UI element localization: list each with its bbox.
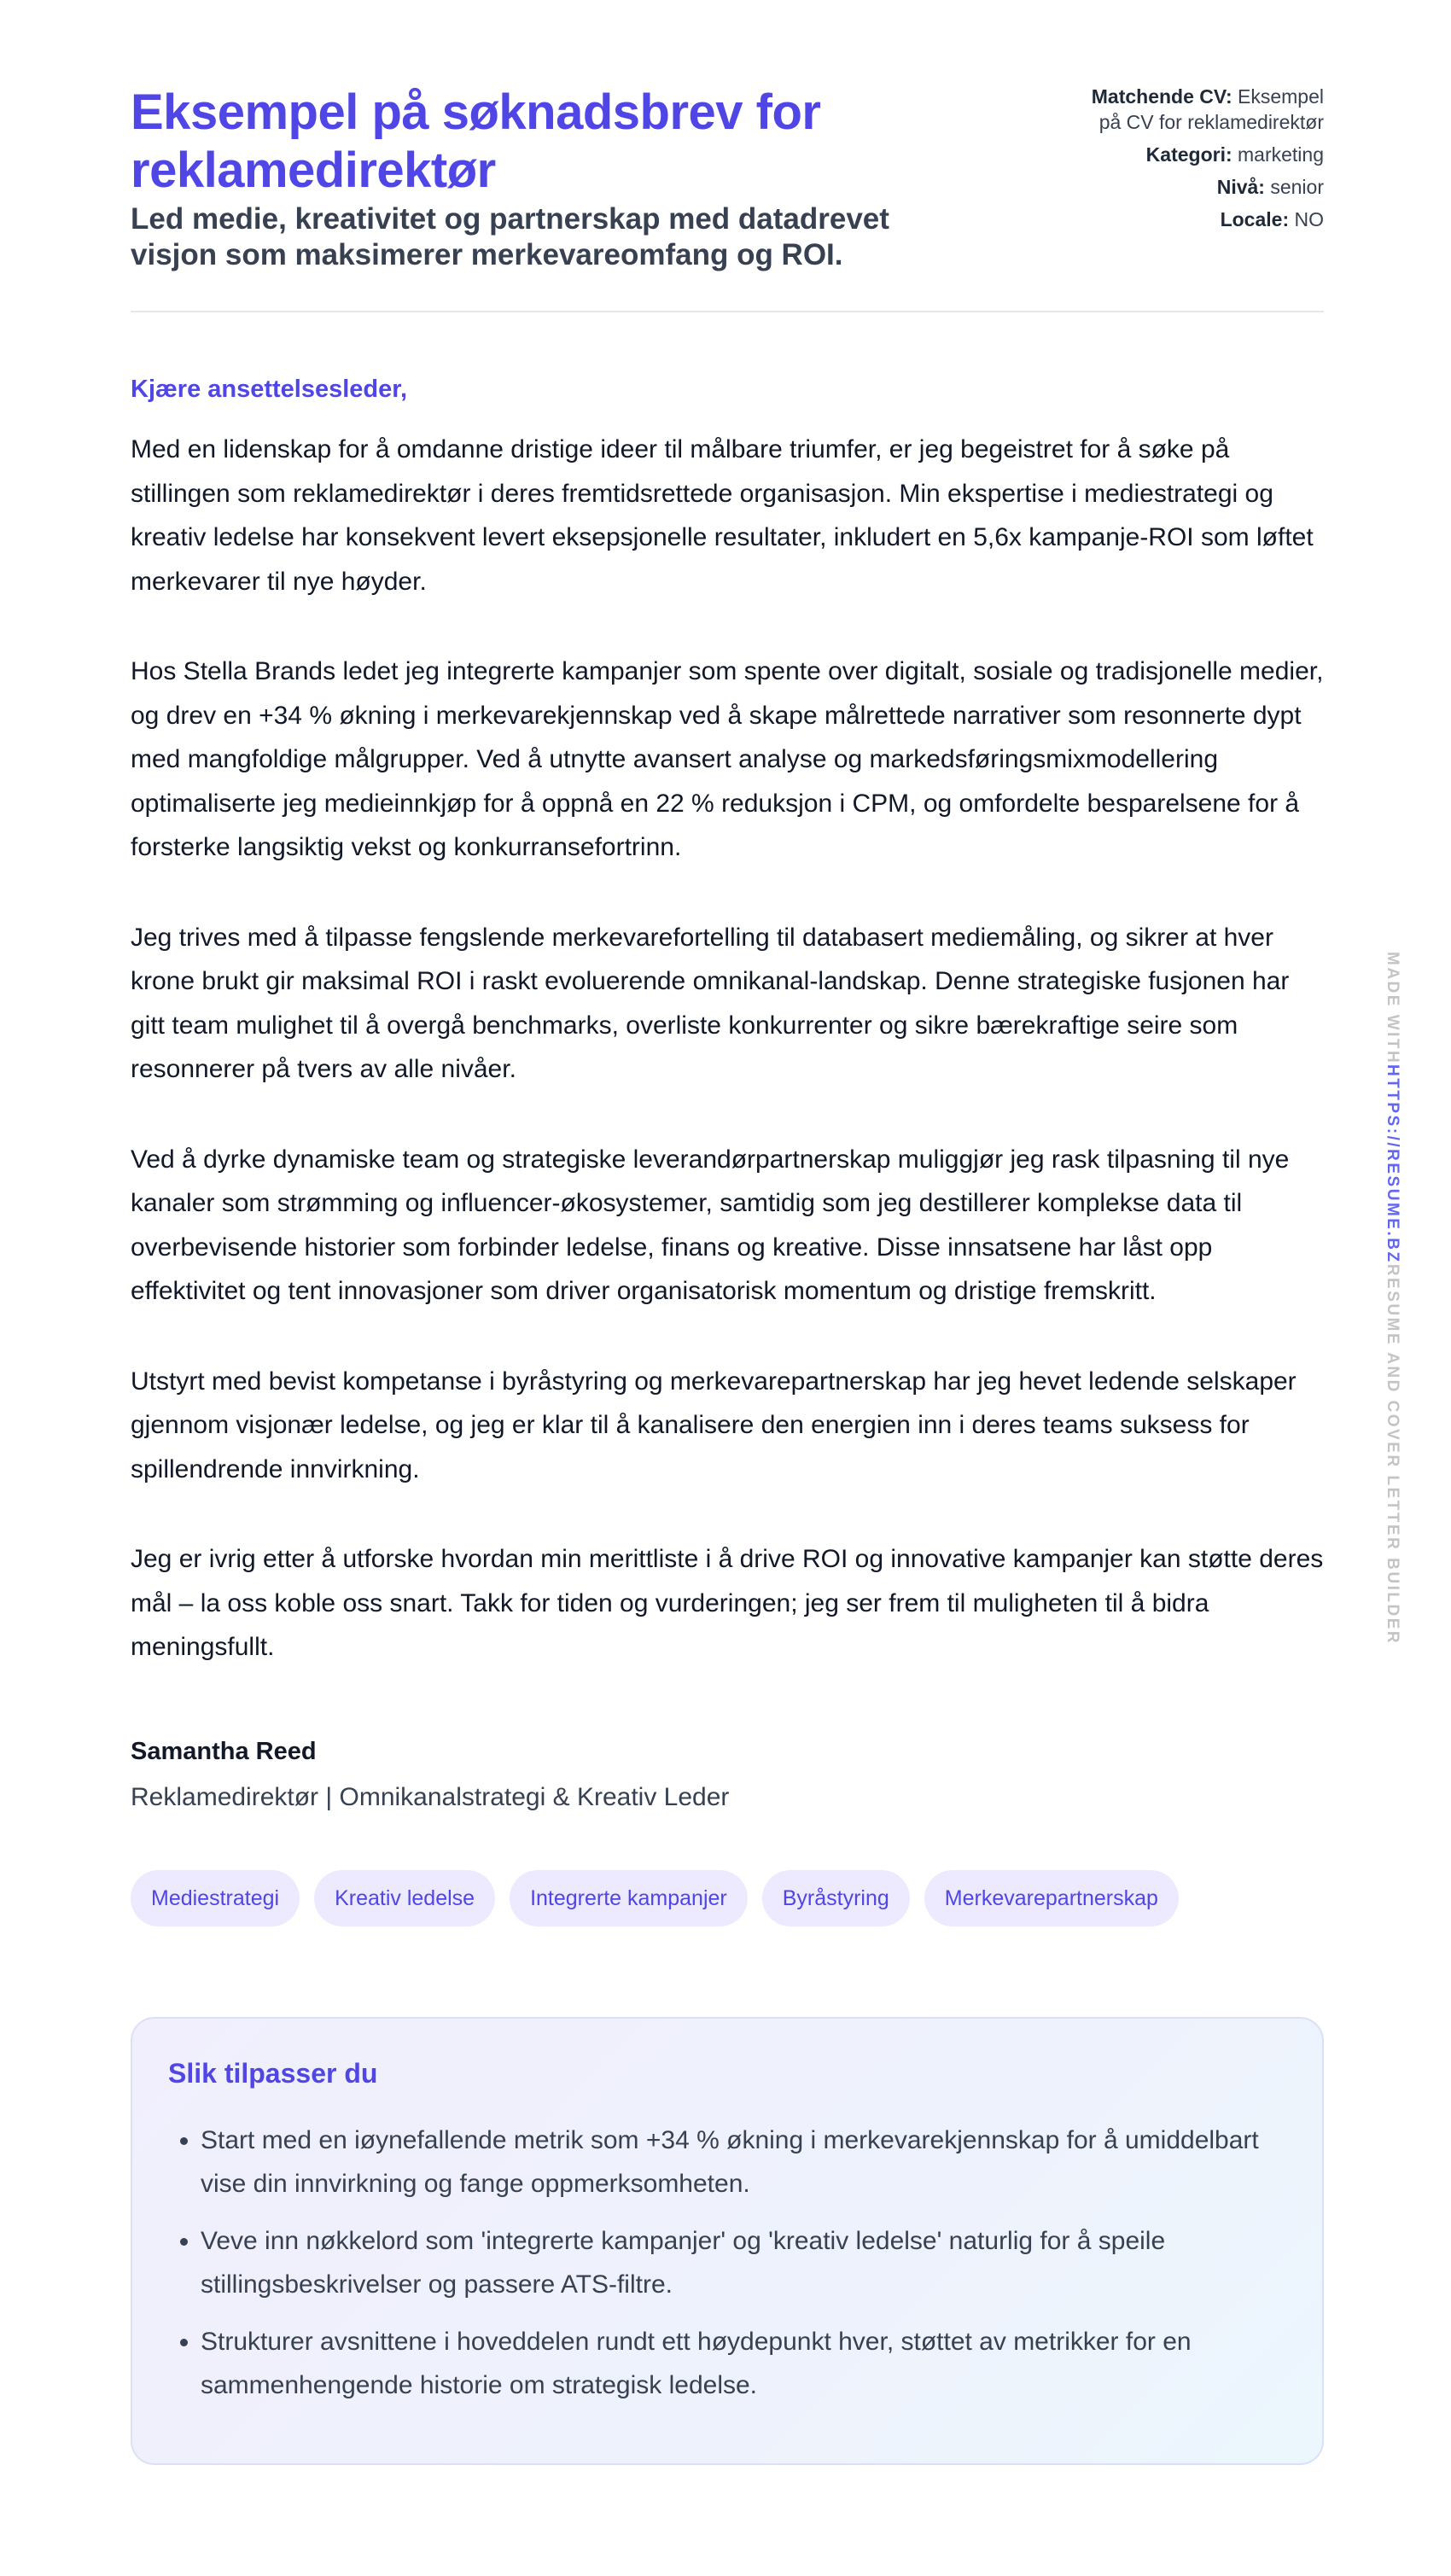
tip-item: • Strukturer avsnittene i hoveddelen rundt ett høydepunkt hver, støttet av metrikker for en sammenhengende historie om strategisk ledelse.: [201, 2320, 1288, 2407]
meta-category: [1069, 142, 1324, 167]
header: [131, 84, 1324, 312]
meta-info: [1069, 84, 1324, 239]
skill-tag: Byråstyring: [762, 1870, 910, 1926]
letter-paragraph: Utstyrt med bevist kompetanse i byråstyring og merkevarepartnerskap har jeg hevet ledende selskaper gjennom visjonær ledelse, og jeg er klar til å kanalisere den energien inn i deres teams suksess for spillendrende innvirkning.: [131, 1367, 1297, 1483]
page-title: Eksempel på søknadsbrev for reklamedirektør: [131, 85, 821, 198]
meta-value: NO: [1294, 208, 1324, 230]
skill-tag: Mediestrategi: [131, 1870, 300, 1926]
watermark: [1383, 952, 1401, 1645]
meta-label: Locale:: [1220, 208, 1290, 230]
page-subtitle: Led medie, kreativitet og partnerskap med datadrevet visjon som maksimerer merkevareomfang og ROI.: [131, 202, 889, 271]
meta-value: marketing: [1238, 143, 1324, 166]
meta-value: senior: [1270, 176, 1324, 198]
meta-value[interactable]: Eksempel på CV for reklamedirektør: [1098, 85, 1324, 133]
meta-matching-cv: [1069, 84, 1324, 135]
tip-item: • Start med en iøynefallende metrik som +34 % økning i merkevarekjennskap for å umiddelbart vise din innvirkning og fange oppmerksomheten.: [201, 2118, 1288, 2206]
meta-locale: [1069, 207, 1324, 232]
skill-tag: Integrerte kampanjer: [510, 1870, 748, 1926]
watermark-prefix: MADE WITH: [1384, 952, 1401, 1065]
signature-title: Reklamedirektør | Omnikanalstrategi & Kreativ Leder: [131, 1782, 730, 1811]
skill-tags: [131, 1870, 1324, 1926]
skill-tag: Merkevarepartnerskap: [924, 1870, 1179, 1926]
letter-paragraph: Jeg er ivrig etter å utforske hvordan min merittliste i å drive ROI og innovative kampanjer kan støtte deres mål – la oss koble oss snart. Takk for tiden og vurderingen; jeg ser frem til muligheten til å bidra meningsfullt.: [131, 1545, 1324, 1661]
watermark-suffix: RESUME AND COVER LETTER BUILDER: [1384, 1263, 1401, 1646]
page-content: [131, 84, 1324, 2465]
letter-paragraph: Hos Stella Brands ledet jeg integrerte kampanjer som spente over digitalt, sosiale og tradisjonelle medier, og drev en +34 % økning i merkevarekjennskap ved å skape målrettede narrativer som resonnerte dypt med mangfoldige målgrupper. Ved å utnytte avansert analyse og markedsføringsmixmodellering optimaliserte jeg medieinnkjøp for å oppnå en 22 % reduksjon i CPM, og omfordelte besparelsene for å forsterke langsiktig vekst og konkurransefortrinn.: [131, 657, 1324, 861]
letter-paragraph: Jeg trives med å tilpasse fengslende merkevarefortelling til databasert mediemåling, og sikrer at hver krone brukt gir maksimal ROI i raskt evoluerende omnikanal-landskap. Denne strategiske fusjonen har gitt team mulighet til å overgå benchmarks, overliste konkurrenter og sikre bærekraftige seire som resonnerer på tvers av alle nivåer.: [131, 923, 1290, 1083]
meta-label: Nivå:: [1216, 176, 1265, 198]
meta-label: Matchende CV:: [1091, 85, 1232, 108]
tips-list: [168, 2118, 1288, 2407]
signature-name: Samantha Reed: [131, 1737, 317, 1765]
meta-level: [1069, 174, 1324, 200]
tips-heading: Slik tilpasser du: [168, 2057, 378, 2089]
letter-paragraph: Ved å dyrke dynamiske team og strategiske leverandørpartnerskap muliggjør jeg rask tilpasning til nye kanaler som strømming og influencer-økosystemer, samtidig som jeg destillerer komplekse data til overbevisende historier som forbinder ledelse, finans og kreative. Disse innsatsene har låst opp effektivitet og tent innovasjoner som driver organisatorisk momentum og dristige fremskritt.: [131, 1145, 1290, 1305]
meta-label: Kategori:: [1145, 143, 1232, 166]
tip-item: • Veve inn nøkkelord som 'integrerte kampanjer' og 'kreativ ledelse' naturlig for å speile stillingsbeskrivelser og passere ATS-filtre.: [201, 2219, 1288, 2306]
watermark-link[interactable]: HTTPS://RESUME.BZ: [1384, 1064, 1401, 1264]
header-left: [131, 84, 1069, 273]
letter-paragraph: Med en lidenskap for å omdanne dristige ideer til målbare triumfer, er jeg begeistret for å søke på stillingen som reklamedirektør i deres fremtidsrettede organisasjon. Min ekspertise i mediestrategi og kreativ ledelse har konsekvent levert eksepsjonelle resultater, inkludert en 5,6x kampanje-ROI som løftet merkevarer til nye høyder.: [131, 435, 1314, 596]
letter-greeting: Kjære ansettelsesleder,: [131, 376, 408, 403]
tips-box: [131, 2017, 1324, 2465]
skill-tag: Kreativ ledelse: [314, 1870, 495, 1926]
